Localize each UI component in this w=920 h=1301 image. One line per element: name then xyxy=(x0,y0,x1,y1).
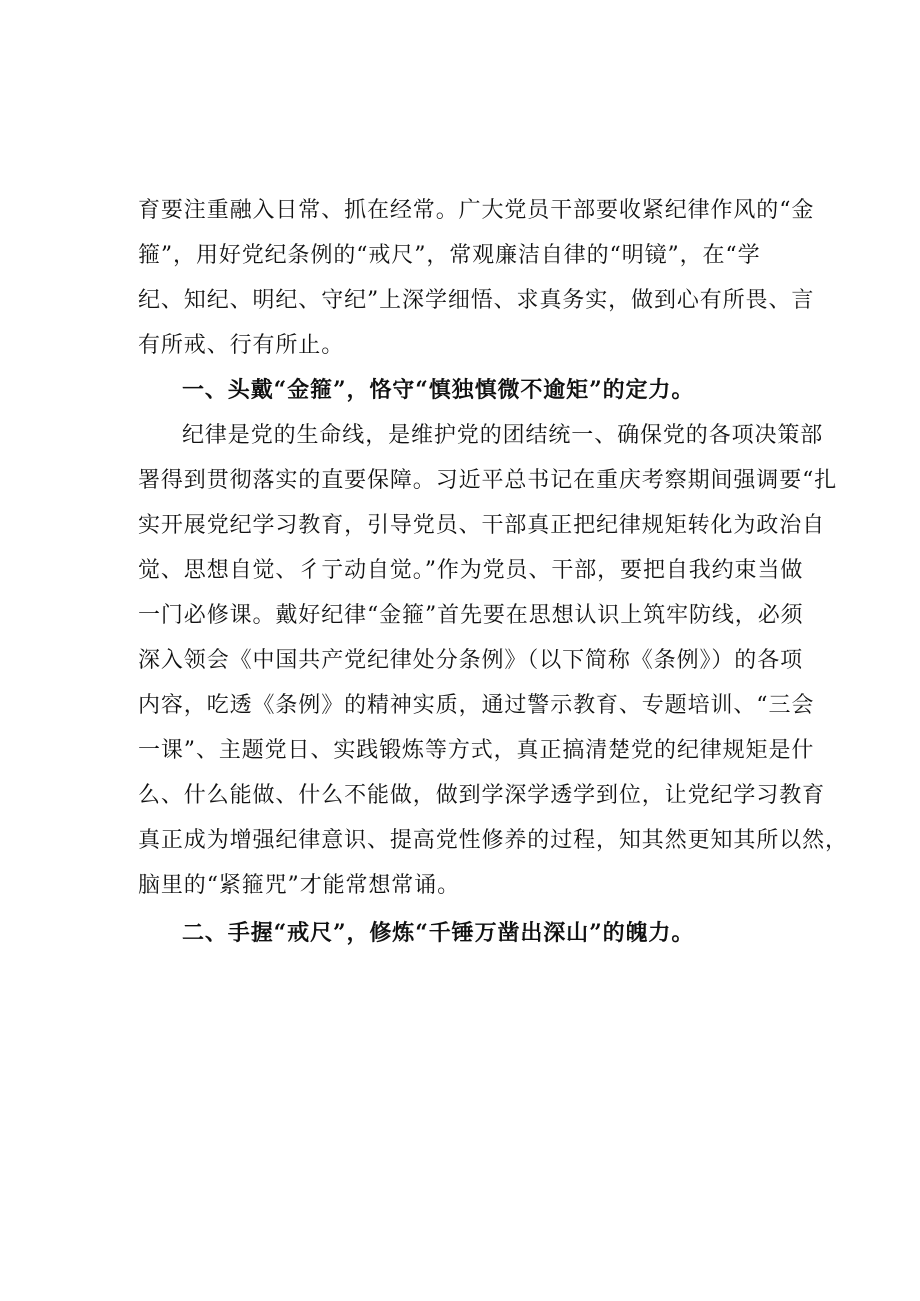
paragraph-line: 实开展党纪学习教育，引导党员、干部真正把纪律规矩转化为政治自 xyxy=(138,513,826,538)
section-heading-2: 二、手握“戒尺”，修炼“千锤万凿出深山”的魄力。 xyxy=(182,920,695,946)
paragraph-line: 深入领会《中国共产党纪律处分条例》（以下简称《条例》）的各项 xyxy=(138,648,804,673)
document-body xyxy=(138,188,848,956)
paragraph-line: 有所戒、行有所止。 xyxy=(138,333,345,358)
section-heading-1: 一、头戴“金箍”，恪守“慎独慎微不逾矩”的定力。 xyxy=(182,377,695,403)
paragraph-line: 箍”，用好党纪条例的“戒尺”，常观廉洁自律的“明镜”，在“学 xyxy=(138,243,761,268)
paragraph-line: 署得到贯彻落实的直要保障。习近平总书记在重庆考察期间强调要“扎 xyxy=(138,468,838,493)
paragraph-line: 么、什么能做、什么不能做，做到学深学透学到位，让党纪学习教育 xyxy=(138,783,826,808)
paragraph-line: 一门必修课。戴好纪律“金箍”首先要在思想认识上筑牢防线，必须 xyxy=(138,603,804,628)
paragraph-2 xyxy=(138,413,848,908)
paragraph-line: 内容，吃透《条例》的精神实质，通过警示教育、专题培训、“三会 xyxy=(138,693,815,718)
paragraph-line: 脑里的“紧箍咒”才能常想常诵。 xyxy=(138,873,460,898)
paragraph-line: 一课”、主题党日、实践锻炼等方式，真正搞清楚党的纪律规矩是什 xyxy=(138,738,815,763)
paragraph-line: 觉、思想自觉、彳亍动自觉。”作为党员、干部，要把自我约束当做 xyxy=(138,558,804,583)
paragraph-line: 纪律是党的生命线，是维护党的团结统一、确保党的各项决策部 xyxy=(182,423,824,448)
paragraph-line: 真正成为增强纪律意识、提高党性修养的过程，知其然更知其所以然， xyxy=(138,828,848,853)
paragraph-1 xyxy=(138,188,815,368)
paragraph-line: 纪、知纪、明纪、守纪”上深学细悟、求真务实，做到心有所畏、言 xyxy=(138,288,815,313)
paragraph-line: 育要注重融入日常、抓在经常。广大党员干部要收紧纪律作风的“金 xyxy=(138,198,815,223)
